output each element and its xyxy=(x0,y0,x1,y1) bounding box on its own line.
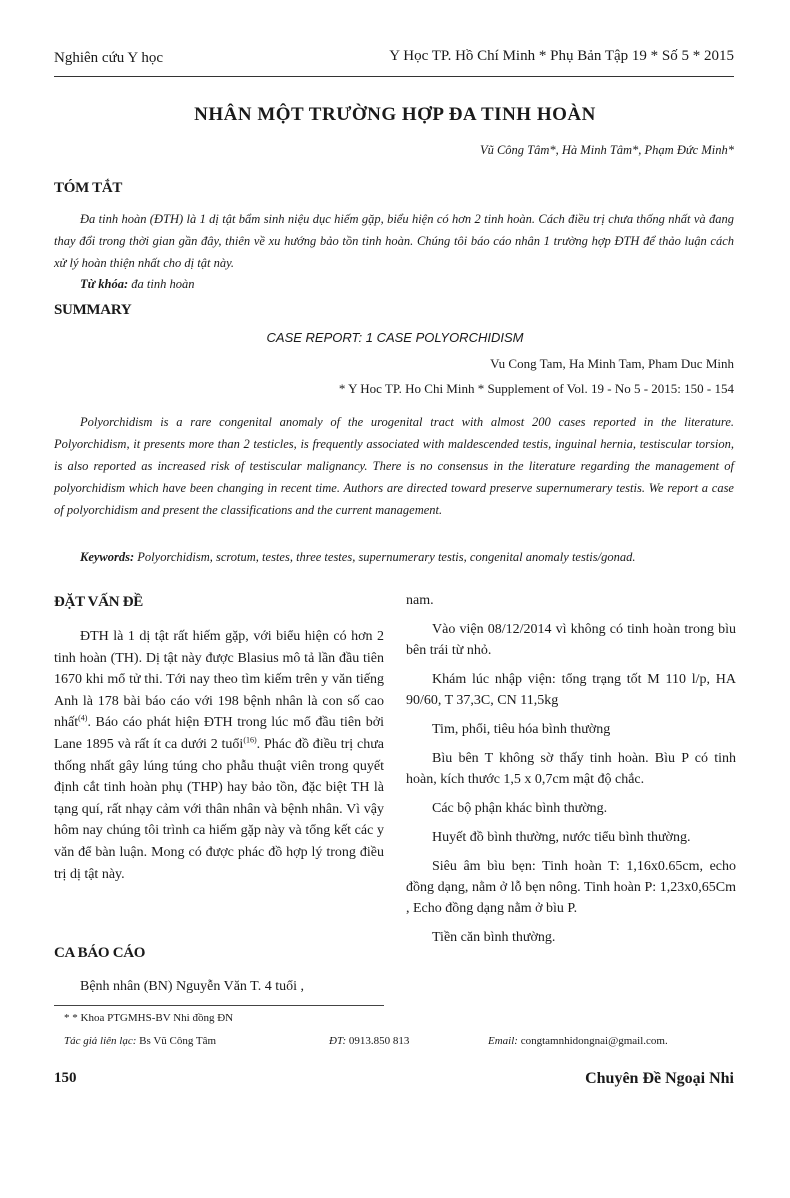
running-header-right: Y Học TP. Hồ Chí Minh * Phụ Bản Tập 19 * Số 5 * 2015 xyxy=(389,48,734,64)
contact-name: Bs Vũ Công Tâm xyxy=(139,1035,217,1047)
case-report-right-column xyxy=(406,590,736,956)
article-authors: Vũ Công Tâm*, Hà Minh Tâm*, Phạm Đức Minh* xyxy=(479,143,734,157)
keywords-english xyxy=(54,546,734,568)
heading-cabaocao: CA BÁO CÁO xyxy=(54,945,146,961)
case-paragraph: Các bộ phận khác bình thường. xyxy=(432,801,608,816)
header-rule xyxy=(54,76,734,77)
summary-citation: * Y Hoc TP. Ho Chi Minh * Supplement of Vol. 19 - No 5 - 2015: 150 - 154 xyxy=(338,381,734,396)
keywords-english-label: Keywords: xyxy=(80,550,135,564)
abstract-english: Polyorchidism is a rare congenital anomaly of the urogenital tract with almost 200 cases reported in the literature. Polyorchidism, it presents more than 2 testicles, is frequently associated with maldescended testis, inguinal hernia, testiscular torsion, is also reported as increased risk of testiscular malignancy. There is no consensus in the literature regarding the management of polyorchidism which have been changing in recent time. Authors are directed toward preserve supernumerary testis. We report a case of polyorchidism and present the classifications and the current management. xyxy=(54,415,734,517)
case-paragraph: Huyết đồ bình thường, nước tiểu bình thường. xyxy=(432,830,691,845)
running-header-left: Nghiên cứu Y học xyxy=(54,50,164,66)
case-paragraph: Vào viện 08/12/2014 vì không có tinh hoàn trong bìu bên trái từ nhỏ. xyxy=(406,622,736,658)
case-paragraph: Khám lúc nhập viện: tổng trạng tốt M 110 l/p, HA 90/60, T 37,3C, CN 11,5kg xyxy=(406,672,736,708)
footnote-phone xyxy=(329,1035,409,1047)
citation-ref-4: (4) xyxy=(78,713,88,723)
keywords-english-text: Polyorchidism, scrotum, testes, three testes, supernumerary testis, congenital anomaly testis/gonad. xyxy=(137,550,636,564)
email-label: Email: xyxy=(488,1035,518,1047)
keywords-vietnamese xyxy=(80,277,194,292)
phone-number: 0913.850 813 xyxy=(348,1035,410,1047)
footnote-affiliation: * * Khoa PTGMHS-BV Nhi đồng ĐN xyxy=(64,1012,234,1024)
summary-authors: Vu Cong Tam, Ha Minh Tam, Pham Duc Minh xyxy=(490,356,734,371)
keywords-vietnamese-text: đa tinh hoàn xyxy=(131,277,195,291)
intro-text-3: . Phác đồ điều trị chưa thống nhất gây lúng túng cho phẫu thuật viên trong quyết định cắt tinh hoàn phụ (THP) hay bảo tồn, đặc biệt TH là tạng quí, rất nhạy cảm với thân nhân và bệnh nhân. Vì vậy hôm nay chúng tôi trình ca hiếm gặp này và tổng kết các y văn để bàn luận. Mong có được phác đồ hợp lý trong điều trị dị tật này. xyxy=(54,736,384,882)
email-address[interactable]: congtamnhidongnai@gmail.com. xyxy=(520,1035,668,1047)
article-title: NHÂN MỘT TRƯỜNG HỢP ĐA TINH HOÀN xyxy=(194,104,596,125)
case-paragraph: nam. xyxy=(406,593,434,608)
keywords-vietnamese-label: Từ khóa: xyxy=(80,277,129,291)
heading-tomtat: TÓM TẮT xyxy=(54,180,123,196)
abstract-vietnamese: Đa tinh hoàn (ĐTH) là 1 dị tật bẩm sinh niệu dục hiếm gặp, biểu hiện có hơn 2 tinh hoàn. Cách điều trị chưa thống nhất và đang thay đổi trong thời gian gần đây, thiên về xu hướng bảo tồn tinh hoàn. Chúng tôi báo cáo nhân 1 trường hợp ĐTH để thảo luận cách xử lý hoàn thiện nhất cho dị tật này. xyxy=(54,212,734,270)
intro-text-2: . Báo cáo phát hiện ĐTH trong lúc mổ đầu tiên bởi Lane 1895 và rất ít ca dưới 2 tuổi xyxy=(54,715,384,752)
case-paragraph: Bìu bên T không sờ thấy tinh hoàn. Bìu P có tinh hoàn, kích thước 1,5 x 0,7cm mật độ chắc. xyxy=(406,751,736,787)
case-paragraph: Tiền căn bình thường. xyxy=(432,930,556,945)
heading-summary: SUMMARY xyxy=(54,302,132,318)
citation-ref-16: (16) xyxy=(243,735,257,745)
contact-label: Tác giả liên lạc: xyxy=(64,1035,137,1047)
case-paragraph-start: Bệnh nhân (BN) Nguyễn Văn T. 4 tuổi , xyxy=(80,979,304,994)
footnote-contact xyxy=(64,1035,668,1047)
heading-datvande: ĐẶT VẤN ĐỀ xyxy=(54,594,143,610)
intro-paragraph xyxy=(54,626,384,885)
phone-label: ĐT: xyxy=(329,1035,347,1047)
case-paragraph: Tim, phổi, tiêu hóa bình thường xyxy=(432,722,611,737)
page-number: 150 xyxy=(54,1070,77,1086)
running-footer-section: Chuyên Đề Ngoại Nhi xyxy=(585,1070,734,1087)
intro-text-1: ĐTH là 1 dị tật rất hiếm gặp, với biểu hiện có hơn 2 tinh hoàn (TH). Dị tật này được Blasius mô tả lần đầu tiên 1670 khi mổ tử thi. Tới nay theo tìm kiếm trên y văn tiếng Anh là 178 bài báo cáo với 198 bệnh nhân là con số cao nhất xyxy=(54,629,384,731)
summary-title: CASE REPORT: 1 CASE POLYORCHIDISM xyxy=(266,330,524,345)
case-paragraph: Siêu âm bìu bẹn: Tinh hoàn T: 1,16x0.65cm, echo đồng dạng, nằm ở lỗ bẹn nông. Tinh hoàn P: 1,23x0,65Cm , Echo đồng dạng nằm ở bìu P. xyxy=(406,859,736,916)
footnote-email xyxy=(488,1035,668,1047)
footnote-rule xyxy=(54,1005,384,1006)
